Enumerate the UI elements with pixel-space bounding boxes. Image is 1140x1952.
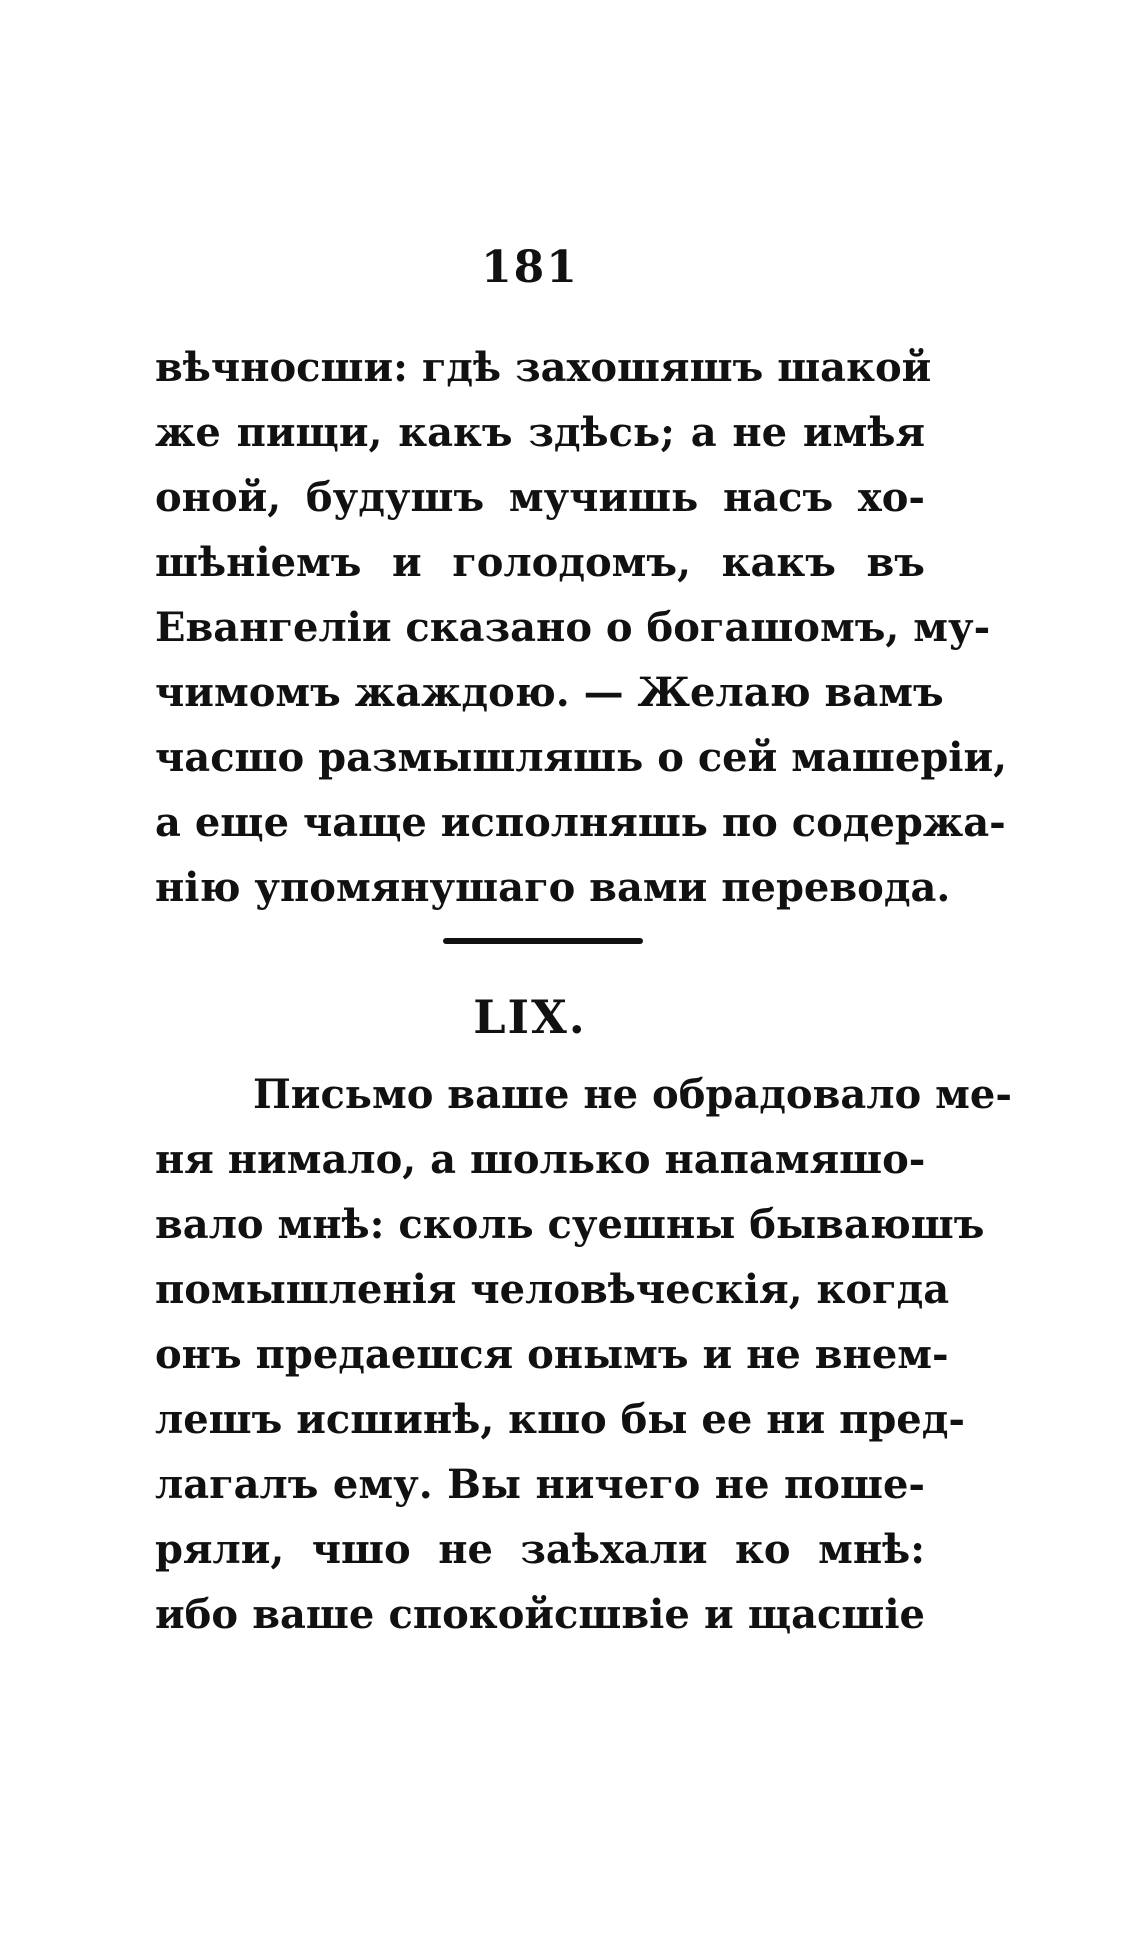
text-line: Письмо ваше не обрадовало ме- [253,1071,1012,1118]
text-line: помышленія человѣческія, когда [155,1266,950,1313]
text-line: оной, будушъ мучишь насъ хо- [155,474,925,521]
text-line: вѣчносши: гдѣ захошяшъ шакой [155,344,932,391]
text-line: лагалъ ему. Вы ничего не поше- [155,1461,925,1508]
text-line: часшо размышляшь о сей машеріи, [155,734,1008,781]
section-divider [443,938,643,944]
page-number: 181 [481,242,579,293]
text-line: вало мнѣ: сколь суешны бываюшъ [155,1201,985,1248]
text-line: ня нимало, а шолько напамяшо- [155,1136,926,1183]
text-line: ряли, чшо не заѣхали ко мнѣ: [155,1526,925,1573]
text-line: лешъ исшинѣ, кшо бы ее ни пред- [155,1396,966,1443]
text-line: а еще чаще исполняшь по содержа- [155,799,1006,846]
text-line: онъ предаешся онымъ и не внем- [155,1331,949,1378]
paragraph-letter [155,1062,1012,1647]
text-line: чимомъ жаждою. — Желаю вамъ [155,669,944,716]
paragraph-continued [155,335,1008,920]
text-line: же пищи, какъ здѣсь; а не имѣя [155,409,925,456]
text-line: ибо ваше спокойсшвіе и щасшіе [155,1591,925,1638]
text-line: шѣніемъ и голодомъ, какъ въ [155,539,925,586]
section-heading: LIX. [473,990,587,1044]
text-line: Евангеліи сказано о богашомъ, му- [155,604,991,651]
text-line: нію упомянушаго вами перевода. [155,864,951,911]
